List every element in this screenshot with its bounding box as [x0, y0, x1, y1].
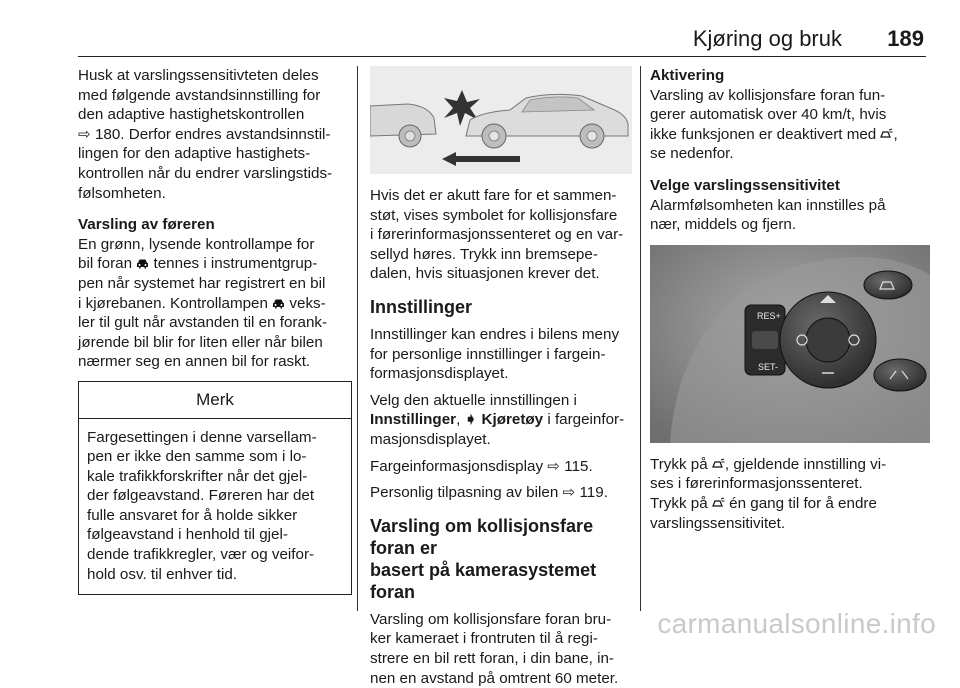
note-line: fulle ansvaret for å holde sikker — [87, 506, 343, 526]
p-a-text-1: Trykk på — [650, 456, 708, 473]
act-line: ikke funksjonen er deaktivert med , — [650, 125, 930, 145]
collision-alert-button-icon — [712, 497, 725, 509]
column-divider-1 — [357, 66, 358, 611]
p2-line: for personlige innstillinger i fargein- — [370, 345, 632, 365]
p3-line-2: Innstillinger, ➧ Kjøretøy i fargeinfor- — [370, 410, 632, 430]
menu-settings: Innstillinger — [370, 411, 456, 428]
p1-text-e: i kjørebanen. Kontrollampen — [78, 295, 268, 312]
column-divider-2 — [640, 66, 641, 611]
note-line: følgeavstand i henhold til gjel- — [87, 525, 343, 545]
p-a-line-2: ses i førerinformasjonssenteret. — [650, 474, 930, 494]
intro-line-3: den adaptive hastighetskontrollen — [78, 105, 350, 125]
p-a-text-2: , gjeldende innstilling vi- — [725, 456, 886, 473]
heading-camera: basert på kamerasystemet foran — [370, 559, 632, 603]
p1-line-4 — [78, 294, 350, 314]
act-text-c: ikke funksjonen er deaktivert med — [650, 126, 876, 143]
heading-activation: Aktivering — [650, 66, 930, 86]
p1-line-6: jørende bil blir for liten eller når bilen — [78, 333, 350, 353]
heading-sensitivity: Velge varslingssensitivitet — [650, 176, 930, 196]
p6-line: ker kameraet i frontruten til å regi- — [370, 629, 632, 649]
p-b-line-1 — [650, 494, 930, 514]
p2-line: Innstillinger kan endres i bilens meny — [370, 325, 632, 345]
collision-alert-button-icon — [712, 458, 725, 470]
p4-text: Fargeinformasjonsdisplay — [370, 458, 543, 475]
intro-line-1: Husk at varslingssensitivteten deles — [78, 66, 350, 86]
ref-link[interactable]: 115. — [564, 458, 592, 475]
p2-line: formasjonsdisplayet. — [370, 364, 632, 384]
p-b-text-1: Trykk på — [650, 495, 708, 512]
p1-line: dalen, hvis situasjonen krever det. — [370, 264, 632, 284]
column-3 — [650, 66, 930, 533]
note-body — [79, 419, 351, 595]
intro-line-4 — [78, 125, 350, 145]
note-line: dende trafikkregler, vær og veifor- — [87, 545, 343, 565]
p3-text-d: i fargeinfor- — [547, 411, 624, 428]
p1-line: støt, vises symbolet for kollisjonsfare — [370, 206, 632, 226]
p1-line-2 — [78, 254, 350, 274]
note-box — [78, 381, 352, 595]
sens-line: nær, middels og fjern. — [650, 215, 930, 235]
chapter-title: Kjøring og bruk — [693, 26, 842, 52]
intro-line-2: med følgende avstandsinnstilling for — [78, 86, 350, 106]
p1-line-1: En grønn, lysende kontrollampe for — [78, 235, 350, 255]
p6-line: Varsling om kollisjonsfare foran bru- — [370, 610, 632, 630]
p1-text-c: tennes i instrumentgrup- — [154, 255, 318, 272]
heading-camera: Varsling om kollisjonsfare foran er — [370, 515, 632, 559]
ref-arrow-icon: ⇨ — [563, 484, 576, 501]
act-line: Varsling av kollisjonsfare foran fun- — [650, 86, 930, 106]
column-2 — [370, 66, 632, 688]
p1-line: Hvis det er akutt fare for et sammen- — [370, 186, 632, 206]
p1-line: sellyd høres. Trykk inn bremsepe- — [370, 245, 632, 265]
note-line: Fargesettingen i denne varsellam- — [87, 428, 343, 448]
ref-link[interactable]: 180. Derfor endres avstandsinnstil- — [95, 126, 331, 143]
p6-line: strere en bil rett foran, i din bane, in- — [370, 649, 632, 669]
p3-line-1: Velg den aktuelle innstillingen i — [370, 391, 632, 411]
car-ahead-icon — [272, 298, 285, 309]
p5-text: Personlig tilpasning av bilen — [370, 484, 558, 501]
p-b-line-2: varslingssensitivitet. — [650, 514, 930, 534]
intro-line-7: følsomheten. — [78, 184, 350, 204]
note-line: pen er ikke den samme som i lo- — [87, 447, 343, 467]
steering-wheel-controls-image — [650, 245, 930, 443]
p1-line: i førerinformasjonssenteret og en var- — [370, 225, 632, 245]
note-line: hold osv. til enhver tid. — [87, 565, 343, 585]
res-label: RES+ — [757, 311, 781, 321]
note-line: kale trafikkforskrifter når det gjel- — [87, 467, 343, 487]
p1-line-7: nærmer seg en annen bil for raskt. — [78, 352, 350, 372]
intro-line-5: lingen for den adaptive hastighets- — [78, 144, 350, 164]
heading-settings: Innstillinger — [370, 296, 632, 318]
sens-line: Alarmfølsomheten kan innstilles på — [650, 196, 930, 216]
car-collision-image — [370, 66, 632, 174]
watermark: carmanualsonline.info — [657, 608, 936, 640]
page-number: 189 — [887, 26, 924, 52]
ref-arrow-icon: ⇨ — [78, 126, 91, 143]
p6-line: nen en avstand på omtrent 60 meter. — [370, 669, 632, 688]
collision-alert-button-icon — [880, 128, 893, 140]
intro-line-6: kontrollen når du endrer varslingstids- — [78, 164, 350, 184]
menu-arrow-icon: ➧ — [465, 411, 478, 428]
p1-line-5: ler til gult når avstanden til en forank- — [78, 313, 350, 333]
note-line: der følgeavstand. Føreren har det — [87, 486, 343, 506]
column-1 — [78, 66, 350, 595]
steering-wheel-illustration — [650, 245, 930, 443]
page-header — [0, 0, 960, 60]
p4-line — [370, 457, 632, 477]
menu-vehicle: Kjøretøy — [482, 411, 544, 428]
collision-illustration — [370, 66, 632, 174]
act-line: gerer automatisk over 40 km/t, hvis — [650, 105, 930, 125]
ref-arrow-icon: ⇨ — [547, 458, 560, 475]
car-ahead-icon — [136, 258, 149, 269]
ref-link[interactable]: 119. — [579, 484, 607, 501]
p3-line-3: masjonsdisplayet. — [370, 430, 632, 450]
p-a-line-1 — [650, 455, 930, 475]
set-label: SET- — [758, 362, 778, 372]
act-line: se nedenfor. — [650, 144, 930, 164]
p5-line — [370, 483, 632, 503]
p-b-text-2: én gang til for å endre — [729, 495, 877, 512]
p1-text-b: bil foran — [78, 255, 132, 272]
header-rule — [78, 56, 926, 57]
heading-driver-warning: Varsling av føreren — [78, 215, 350, 235]
note-title: Merk — [79, 382, 351, 419]
p1-text-f: veks- — [289, 295, 325, 312]
p1-line-3: pen når systemet har registrert en bil — [78, 274, 350, 294]
